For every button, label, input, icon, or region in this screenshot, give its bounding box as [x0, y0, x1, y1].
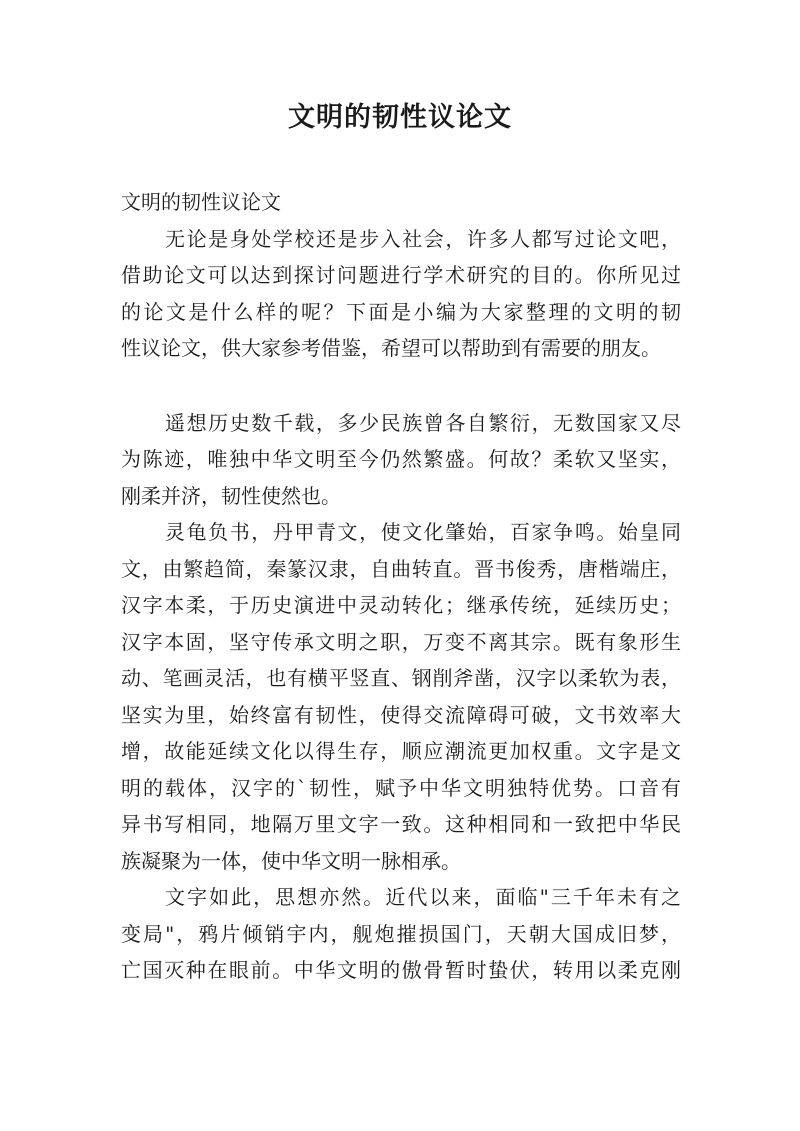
paragraph-3-line-2: 文，由繁趋简，秦篆汉隶，自曲转直。晋书俊秀，唐楷端庄， [121, 556, 681, 581]
paragraph-1-line-2: 借助论文可以达到探讨问题进行学术研究的目的。你所见过 [121, 263, 681, 287]
paragraph-1-line-4: 性议论文，供大家参考借鉴，希望可以帮助到有需要的朋友。 [121, 336, 661, 360]
paragraph-3-line-6: 坚实为里，始终富有韧性，使得交流障碍可破，文书效率大 [121, 702, 681, 727]
paragraph-2-line-2: 为陈迹，唯独中华文明至今仍然繁盛。何故？柔软又坚实， [121, 447, 681, 471]
document-title: 文明的韧性议论文 [288, 102, 512, 133]
paragraph-3-line-10: 族凝聚为一体，使中华文明一脉相承。 [121, 848, 461, 873]
paragraph-1-line-1: 无论是身处学校还是步入社会，许多人都写过论文吧， [165, 226, 681, 251]
paragraph-3-line-5: 动、笔画灵活，也有横平竖直、钢削斧凿，汉字以柔软为表， [121, 666, 681, 690]
paragraph-1-line-3: 的论文是什么样的呢？下面是小编为大家整理的文明的韧 [121, 299, 681, 324]
document-subtitle: 文明的韧性议论文 [121, 190, 281, 214]
paragraph-2-line-1: 遥想历史数千载，多少民族曾各自繁衍，无数国家又尽 [165, 410, 681, 435]
paragraph-3-line-4: 汉字本固，坚守传承文明之职，万变不离其宗。既有象形生 [121, 629, 681, 654]
paragraph-3-line-9: 异书写相同，地隔万里文字一致。这种相同和一致把中华民 [121, 812, 681, 836]
paragraph-3-line-7: 增，故能延续文化以得生存，顺应潮流更加权重。文字是文 [121, 739, 681, 763]
paragraph-4-line-1: 文字如此，思想亦然。近代以来，面临"三千年未有之 [165, 885, 681, 909]
document-body [121, 184, 681, 989]
paragraph-4-line-3: 亡国灭种在眼前。中华文明的傲骨暂时蛰伏，转用以柔克刚 [121, 958, 681, 982]
paragraph-2-line-3: 刚柔并济，韧性使然也。 [121, 483, 341, 508]
paragraph-gap [121, 367, 681, 405]
paragraph-3-line-1: 灵龟负书，丹甲青文，使文化肇始，百家争鸣。始皇同 [165, 520, 681, 544]
paragraph-4-line-2: 变局"，鸦片倾销宇内，舰炮摧损国门，天朝大国成旧梦， [121, 921, 681, 946]
paragraph-3-line-8: 明的载体，汉字的`韧性，赋予中华文明独特优势。口音有 [121, 775, 681, 800]
paragraph-3-line-3: 汉字本柔，于历史演进中灵动转化；继承传统，延续历史； [121, 593, 681, 617]
